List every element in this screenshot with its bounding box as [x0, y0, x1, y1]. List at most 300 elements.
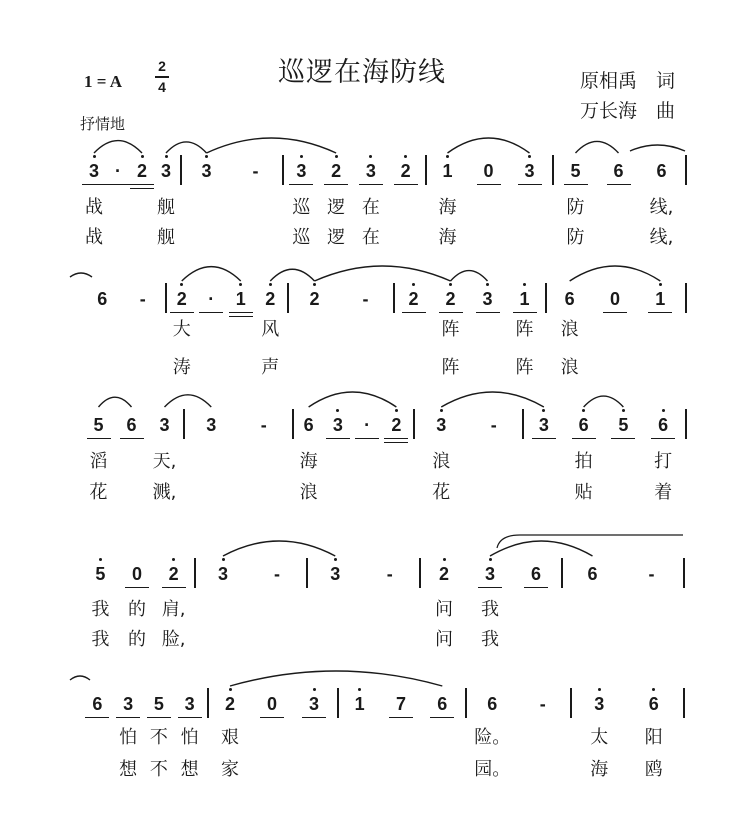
measure	[421, 558, 559, 650]
note	[219, 688, 241, 780]
duration-underline	[572, 438, 596, 439]
note-digit: -	[490, 415, 497, 435]
time-signature	[155, 58, 169, 96]
note	[196, 155, 218, 185]
note	[604, 283, 626, 313]
duration-underline	[648, 312, 672, 313]
note-digit: 3	[484, 564, 495, 584]
note-digit: 2	[265, 289, 276, 309]
note-digit: 3	[330, 564, 341, 584]
barline	[683, 688, 685, 718]
lyric-verse-1: 战	[85, 197, 103, 218]
measure	[82, 688, 205, 780]
note-digit: 1	[519, 289, 530, 309]
octave-dot-above	[542, 409, 545, 412]
dash-note	[355, 283, 377, 313]
note-digit: 6	[126, 415, 137, 435]
note-digit: -	[260, 415, 267, 435]
duration-underline	[130, 184, 154, 185]
lyric-verse-1: 怕	[180, 727, 199, 748]
time-top: 2	[158, 58, 166, 74]
duration-underline	[394, 184, 418, 185]
duration-underline	[147, 717, 171, 718]
lyric-verse-2: 想	[119, 759, 138, 780]
lyric-verse-1: 太	[590, 727, 609, 748]
octave-dot-above	[446, 155, 449, 158]
octave-dot-above	[662, 409, 665, 412]
lyric-verse-1: 风	[261, 319, 280, 340]
note-digit: 0	[609, 289, 620, 309]
lyric-verse-2: 浪	[299, 482, 318, 503]
note-digit: 6	[564, 289, 575, 309]
lyric-verse-1: 在	[361, 197, 380, 218]
measure	[467, 688, 568, 780]
duration-underline	[478, 587, 502, 588]
time-divider	[155, 76, 169, 78]
measure	[554, 155, 683, 248]
note-digit: ·	[115, 161, 121, 181]
score-system	[0, 283, 755, 393]
note-digit: 6	[97, 289, 108, 309]
lyric-verse-1: 我	[91, 599, 110, 620]
octave-dot-above	[239, 283, 242, 286]
lyric-verse-2: 着	[654, 482, 673, 503]
lyric-verse-2: 战	[85, 227, 103, 248]
note	[171, 283, 193, 378]
note	[327, 409, 349, 439]
measure	[339, 688, 463, 718]
note-digit: 2	[309, 289, 320, 309]
note	[259, 283, 281, 378]
measure	[395, 283, 543, 378]
lyric-verse-2: 巡	[292, 227, 311, 248]
octave-dot-above	[335, 155, 338, 158]
slur	[70, 273, 92, 277]
note	[126, 558, 148, 650]
lyric-verse-2: 逻	[327, 227, 346, 248]
note	[431, 688, 453, 718]
slur	[448, 138, 530, 153]
slur	[166, 142, 207, 153]
duration-underline	[603, 312, 627, 313]
octave-dot-above	[334, 558, 337, 561]
lyric-verse-2: 我	[481, 629, 499, 650]
slur	[182, 267, 241, 281]
octave-dot-above	[300, 155, 303, 158]
slur	[451, 271, 488, 281]
note-digit: 1	[354, 694, 365, 714]
lyric-verse-1: 天,	[152, 451, 177, 472]
note	[261, 688, 283, 718]
duration-underline	[162, 587, 186, 588]
note	[565, 155, 587, 248]
barline	[683, 558, 685, 588]
score-system	[0, 155, 755, 265]
note	[395, 155, 417, 185]
lyric-verse-1: 阵	[441, 319, 460, 340]
measure	[294, 409, 411, 503]
lyric-verse-1: 我	[481, 599, 499, 620]
lyric-verse-2: 海	[590, 759, 609, 780]
note	[148, 688, 170, 780]
lyric-verse-1: 浪	[560, 319, 579, 340]
note-digit: 0	[266, 694, 277, 714]
score-system	[0, 688, 755, 798]
lyricist-credit: 原相禹 词	[580, 70, 676, 92]
note	[477, 283, 499, 313]
measure	[572, 688, 681, 780]
dash-note	[379, 558, 401, 588]
slur	[207, 138, 337, 153]
barline	[685, 155, 687, 185]
octave-dot-above	[412, 283, 415, 286]
octave-dot-above	[313, 283, 316, 286]
duration-underline	[355, 438, 379, 439]
note	[612, 409, 634, 439]
lyric-verse-1: 问	[435, 599, 453, 620]
note-digit: -	[539, 694, 546, 714]
volta-bracket	[497, 535, 683, 548]
slur	[230, 671, 442, 686]
note	[91, 283, 113, 313]
note	[304, 283, 326, 313]
note	[230, 283, 252, 313]
duration-underline	[229, 312, 253, 313]
note-digit: 6	[530, 564, 541, 584]
duration-underline	[120, 438, 144, 439]
note-digit: 1	[655, 289, 666, 309]
note-digit: 3	[184, 694, 195, 714]
note	[303, 688, 325, 718]
dash-note	[253, 409, 275, 439]
note	[83, 155, 105, 248]
note-digit: 1	[235, 289, 246, 309]
note-digit: ·	[364, 415, 371, 435]
note	[525, 558, 547, 588]
octave-dot-above	[313, 688, 316, 691]
duration-underline	[170, 312, 194, 313]
duration-underline	[477, 184, 501, 185]
duration-underline	[402, 312, 426, 313]
note-digit: 3	[436, 415, 447, 435]
lyric-verse-1: 打	[654, 451, 673, 472]
note-digit: 5	[618, 415, 629, 435]
duration-underline	[199, 312, 223, 313]
duration-underline	[518, 184, 542, 185]
duration-underline	[130, 188, 154, 189]
note-digit: 2	[224, 694, 235, 714]
octave-dot-above	[141, 155, 144, 158]
note	[152, 409, 177, 503]
lyric-verse-1: 怕	[119, 727, 138, 748]
song-title: 巡逻在海防线	[278, 57, 446, 88]
lyric-verse-1: 险。	[474, 727, 511, 748]
note-digit: 5	[153, 694, 164, 714]
note-digit: -	[648, 564, 655, 584]
duration-underline	[87, 438, 111, 439]
note-digit: -	[362, 289, 369, 309]
measure	[289, 283, 391, 313]
duration-underline	[116, 717, 140, 718]
lyric-verse-2: 的	[127, 629, 146, 650]
note	[573, 409, 595, 503]
note	[298, 409, 320, 503]
octave-dot-above	[93, 155, 96, 158]
note	[519, 155, 541, 185]
note-digit: 6	[613, 161, 624, 181]
note	[349, 688, 371, 718]
lyric-verse-1: 艰	[221, 727, 239, 748]
key-signature: 1 = A	[84, 72, 123, 91]
note-digit: -	[252, 161, 259, 181]
octave-dot-above	[486, 283, 489, 286]
octave-dot-above	[269, 283, 272, 286]
measure	[82, 409, 181, 503]
octave-dot-above	[598, 688, 601, 691]
note-digit: 5	[570, 161, 581, 181]
note-digit: 0	[483, 161, 494, 181]
note	[324, 558, 346, 588]
lyric-verse-1: 的	[127, 599, 146, 620]
slur	[99, 397, 132, 407]
lyric-verse-1: 线,	[649, 197, 674, 218]
duration-underline	[651, 438, 675, 439]
note	[161, 558, 186, 650]
lyric-verse-1: 海	[299, 451, 318, 472]
lyric-verse-1: 滔	[89, 451, 108, 472]
note-digit: 0	[131, 564, 142, 584]
octave-dot-above	[404, 155, 407, 158]
duration-underline	[178, 717, 202, 718]
octave-dot-above	[180, 283, 183, 286]
slur	[584, 396, 624, 407]
octave-dot-above	[440, 409, 443, 412]
note	[121, 409, 143, 439]
slur	[630, 145, 685, 151]
note-digit: 3	[123, 694, 134, 714]
octave-dot-above	[369, 155, 372, 158]
note	[433, 558, 455, 650]
slur	[70, 676, 90, 680]
note	[290, 155, 312, 248]
note-digit: 5	[93, 415, 104, 435]
note-digit: 6	[656, 161, 667, 181]
dash-note	[532, 688, 554, 718]
note-digit: 7	[395, 694, 406, 714]
duration-underline	[607, 184, 631, 185]
lyric-verse-1: 巡	[292, 197, 311, 218]
note-digit: 5	[95, 564, 106, 584]
slur	[490, 541, 593, 556]
note-digit: 2	[408, 289, 419, 309]
duration-underline	[389, 717, 413, 718]
lyric-verse-2: 贴	[574, 482, 593, 503]
note-digit: 2	[438, 564, 449, 584]
lyric-verse-1: 拍	[574, 451, 593, 472]
lyric-verse-1: 肩,	[161, 599, 186, 620]
measure	[524, 409, 683, 503]
note-digit: 2	[176, 289, 187, 309]
duration-underline	[359, 184, 383, 185]
note	[385, 409, 407, 439]
lyric-verse-1: 阵	[515, 319, 534, 340]
lyric-verse-2: 海	[438, 227, 457, 248]
note-digit: 2	[445, 289, 456, 309]
note	[582, 558, 604, 588]
score-system	[0, 558, 755, 668]
note-digit: 3	[482, 289, 493, 309]
lyric-verse-2: 声	[261, 357, 280, 378]
note-digit: 6	[648, 694, 659, 714]
measure	[82, 155, 178, 248]
duration-underline	[430, 717, 454, 718]
slur	[270, 269, 314, 281]
lyric-verse-2: 家	[221, 759, 239, 780]
barline	[685, 409, 687, 439]
duration-underline	[85, 717, 109, 718]
note	[608, 155, 630, 185]
note	[131, 155, 153, 185]
octave-dot-above	[449, 283, 452, 286]
lyric-verse-2: 溅,	[152, 482, 177, 503]
octave-dot-above	[582, 409, 585, 412]
composer-credit: 万长海 曲	[580, 100, 676, 122]
slur	[570, 266, 661, 281]
octave-dot-above	[622, 409, 625, 412]
slur	[315, 266, 451, 281]
lyric-verse-1: 防	[566, 197, 585, 218]
octave-dot-above	[336, 409, 339, 412]
lyric-verse-2: 线,	[649, 227, 674, 248]
note	[652, 409, 674, 503]
note-digit: 3	[296, 161, 307, 181]
note	[479, 558, 501, 650]
note	[559, 283, 581, 378]
note	[440, 283, 462, 378]
lyric-verse-1: 逻	[327, 197, 346, 218]
octave-dot-above	[99, 558, 102, 561]
note	[325, 155, 347, 248]
note-digit: ·	[208, 289, 215, 309]
octave-dot-above	[659, 283, 662, 286]
note-digit: -	[386, 564, 393, 584]
lyric-verse-2: 脸,	[161, 629, 186, 650]
note	[360, 155, 382, 248]
augmentation-dot	[107, 155, 129, 185]
measure	[308, 558, 417, 588]
note-digit: 3	[88, 161, 99, 181]
octave-dot-above	[165, 155, 168, 158]
lyric-verse-1: 阳	[644, 727, 663, 748]
note-digit: 3	[365, 161, 376, 181]
slur	[223, 541, 335, 556]
lyric-verse-2: 阵	[441, 357, 460, 378]
note	[89, 558, 111, 650]
lyric-verse-2: 问	[435, 629, 453, 650]
note-digit: 2	[400, 161, 411, 181]
octave-dot-above	[172, 558, 175, 561]
slur	[576, 141, 619, 153]
octave-dot-above	[229, 688, 232, 691]
measure	[196, 558, 304, 588]
time-bottom: 4	[158, 79, 166, 95]
note-digit: 6	[437, 694, 448, 714]
note	[649, 283, 671, 313]
measure	[563, 558, 681, 588]
dash-note	[245, 155, 267, 185]
note	[117, 688, 139, 780]
lyric-verse-1: 海	[438, 197, 457, 218]
octave-dot-above	[652, 688, 655, 691]
augmentation-dot	[200, 283, 222, 313]
augmentation-dot	[356, 409, 378, 439]
octave-dot-above	[205, 155, 208, 158]
note-digit: 2	[391, 415, 402, 435]
note-digit: 6	[658, 415, 669, 435]
note-digit: -	[274, 564, 280, 584]
barline	[685, 283, 687, 313]
note-digit: 3	[524, 161, 535, 181]
duration-underline	[384, 442, 408, 443]
duration-underline	[439, 312, 463, 313]
note	[478, 155, 500, 185]
duration-underline	[82, 184, 106, 185]
duration-underline	[524, 587, 548, 588]
note-digit: 6	[578, 415, 589, 435]
slur	[165, 395, 212, 407]
measure	[415, 409, 520, 503]
lyric-verse-1: 大	[172, 319, 191, 340]
note-digit: 6	[303, 415, 314, 435]
duration-underline	[289, 184, 313, 185]
duration-underline	[513, 312, 537, 313]
lyric-verse-2: 我	[91, 629, 110, 650]
duration-underline	[532, 438, 556, 439]
lyric-verse-2: 花	[89, 482, 108, 503]
lyric-verse-1: 舰	[157, 197, 175, 218]
duration-underline	[384, 438, 408, 439]
note	[643, 688, 665, 780]
measure	[547, 283, 683, 378]
octave-dot-above	[489, 558, 492, 561]
lyric-verse-2: 不	[149, 759, 168, 780]
note-digit: 3	[206, 415, 217, 435]
note	[588, 688, 610, 780]
octave-dot-above	[528, 155, 531, 158]
note	[430, 409, 452, 503]
measure	[427, 155, 550, 248]
note	[649, 155, 674, 248]
duration-underline	[260, 717, 284, 718]
note	[390, 688, 412, 718]
note-digit: 3	[538, 415, 549, 435]
duration-underline	[564, 184, 588, 185]
note-digit: 3	[594, 694, 605, 714]
note-digit: 2	[331, 161, 342, 181]
lyric-verse-2: 防	[566, 227, 585, 248]
octave-dot-above	[358, 688, 361, 691]
slur	[94, 141, 142, 153]
octave-dot-above	[523, 283, 526, 286]
lyric-verse-2: 园。	[474, 759, 511, 780]
lyric-verse-2: 花	[432, 482, 451, 503]
note-digit: 3	[201, 161, 212, 181]
lyric-verse-2: 浪	[560, 357, 579, 378]
note-digit: -	[139, 289, 146, 309]
lyric-verse-2: 鸥	[644, 759, 663, 780]
note	[179, 688, 201, 780]
measure	[185, 409, 290, 439]
